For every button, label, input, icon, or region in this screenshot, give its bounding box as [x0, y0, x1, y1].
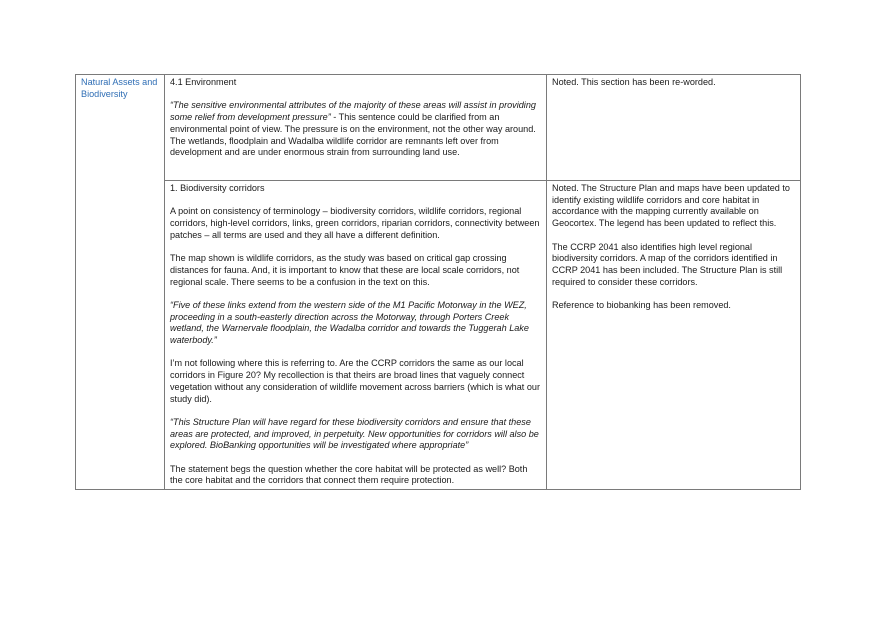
submissions-table — [75, 74, 801, 490]
response-text: Noted. The Structure Plan and maps have been updated to identify existing wildlife corridors and core habitat in accordance with the mapping currently available on Geocortex. The legend has been updated to reflect this. — [552, 183, 790, 229]
submission-paragraph: The map shown is wildlife corridors, as the study was based on critical gap crossing distances for fauna. And, it is important to know that these are local scale corridors, not regional scale. There seems to be a confusion in the text on this. — [170, 253, 520, 287]
category-cell — [76, 75, 165, 490]
section-heading: 1. Biodiversity corridors — [170, 183, 265, 193]
submission-paragraph: A point on consistency of terminology – biodiversity corridors, wildlife corridors, regional corridors, high-level corridors, links, green corridors, riparian corridors, connectivity between patches – all terms are used and they all have a different definition. — [170, 206, 540, 240]
submission-paragraph — [170, 100, 541, 159]
response-text: Noted. This section has been re-worded. — [552, 77, 716, 87]
quoted-text: “The sensitive environmental attributes of the majority of these areas will assist in providing some relief from development pressure” — [170, 100, 536, 123]
quoted-text: “This Structure Plan will have regard for these biodiversity corridors and ensure that these areas are protected, and improved, in perpetuity. New opportunities for corridors will also be explored. BioBanking opportunities will be investigated where appropriate” — [170, 416, 539, 451]
submission-cell — [165, 181, 547, 490]
table-row — [76, 75, 801, 181]
section-heading: 4.1 Environment — [170, 77, 237, 87]
quoted-text: “Five of these links extend from the western side of the M1 Pacific Motorway in the WEZ, proceeding in a south-easterly direction across the Motorway, through Porters Creek wetland, the Warnervale floodplain, the Wadalba corridor and towards the Tuggerah Lake waterbody.” — [170, 299, 529, 346]
response-text: Reference to biobanking has been removed. — [552, 300, 731, 310]
table-row — [76, 181, 801, 490]
response-cell — [547, 75, 801, 181]
submission-cell — [165, 75, 547, 181]
response-cell — [547, 181, 801, 490]
response-text: The CCRP 2041 also identifies high level regional biodiversity corridors. A map of the corridors identified in CCRP 2041 has been included. The Structure Plan is still required to consider these corridors. — [552, 241, 783, 287]
submission-paragraph: I’m not following where this is referring to. Are the CCRP corridors the same as our local corridors in Figure 20? My recollection is that theirs are broad lines that vaguely connect vegetation without any consideration of wildlife movement across barriers (which is what our study did). — [170, 358, 540, 404]
submission-paragraph: The statement begs the question whether the core habitat will be protected as well? Both the core habitat and the corridors that connect them require protection. — [170, 463, 528, 486]
category-label: Natural Assets and Biodiversity — [81, 77, 158, 99]
comment-text: - This sentence could be clarified from an environmental point of view. The pressure is on the environment, not the other way around. The wetlands, floodplain and Wadalba wildlife corridor are remnants left over from development and are under enormous strain from surrounding land use. — [170, 112, 536, 158]
